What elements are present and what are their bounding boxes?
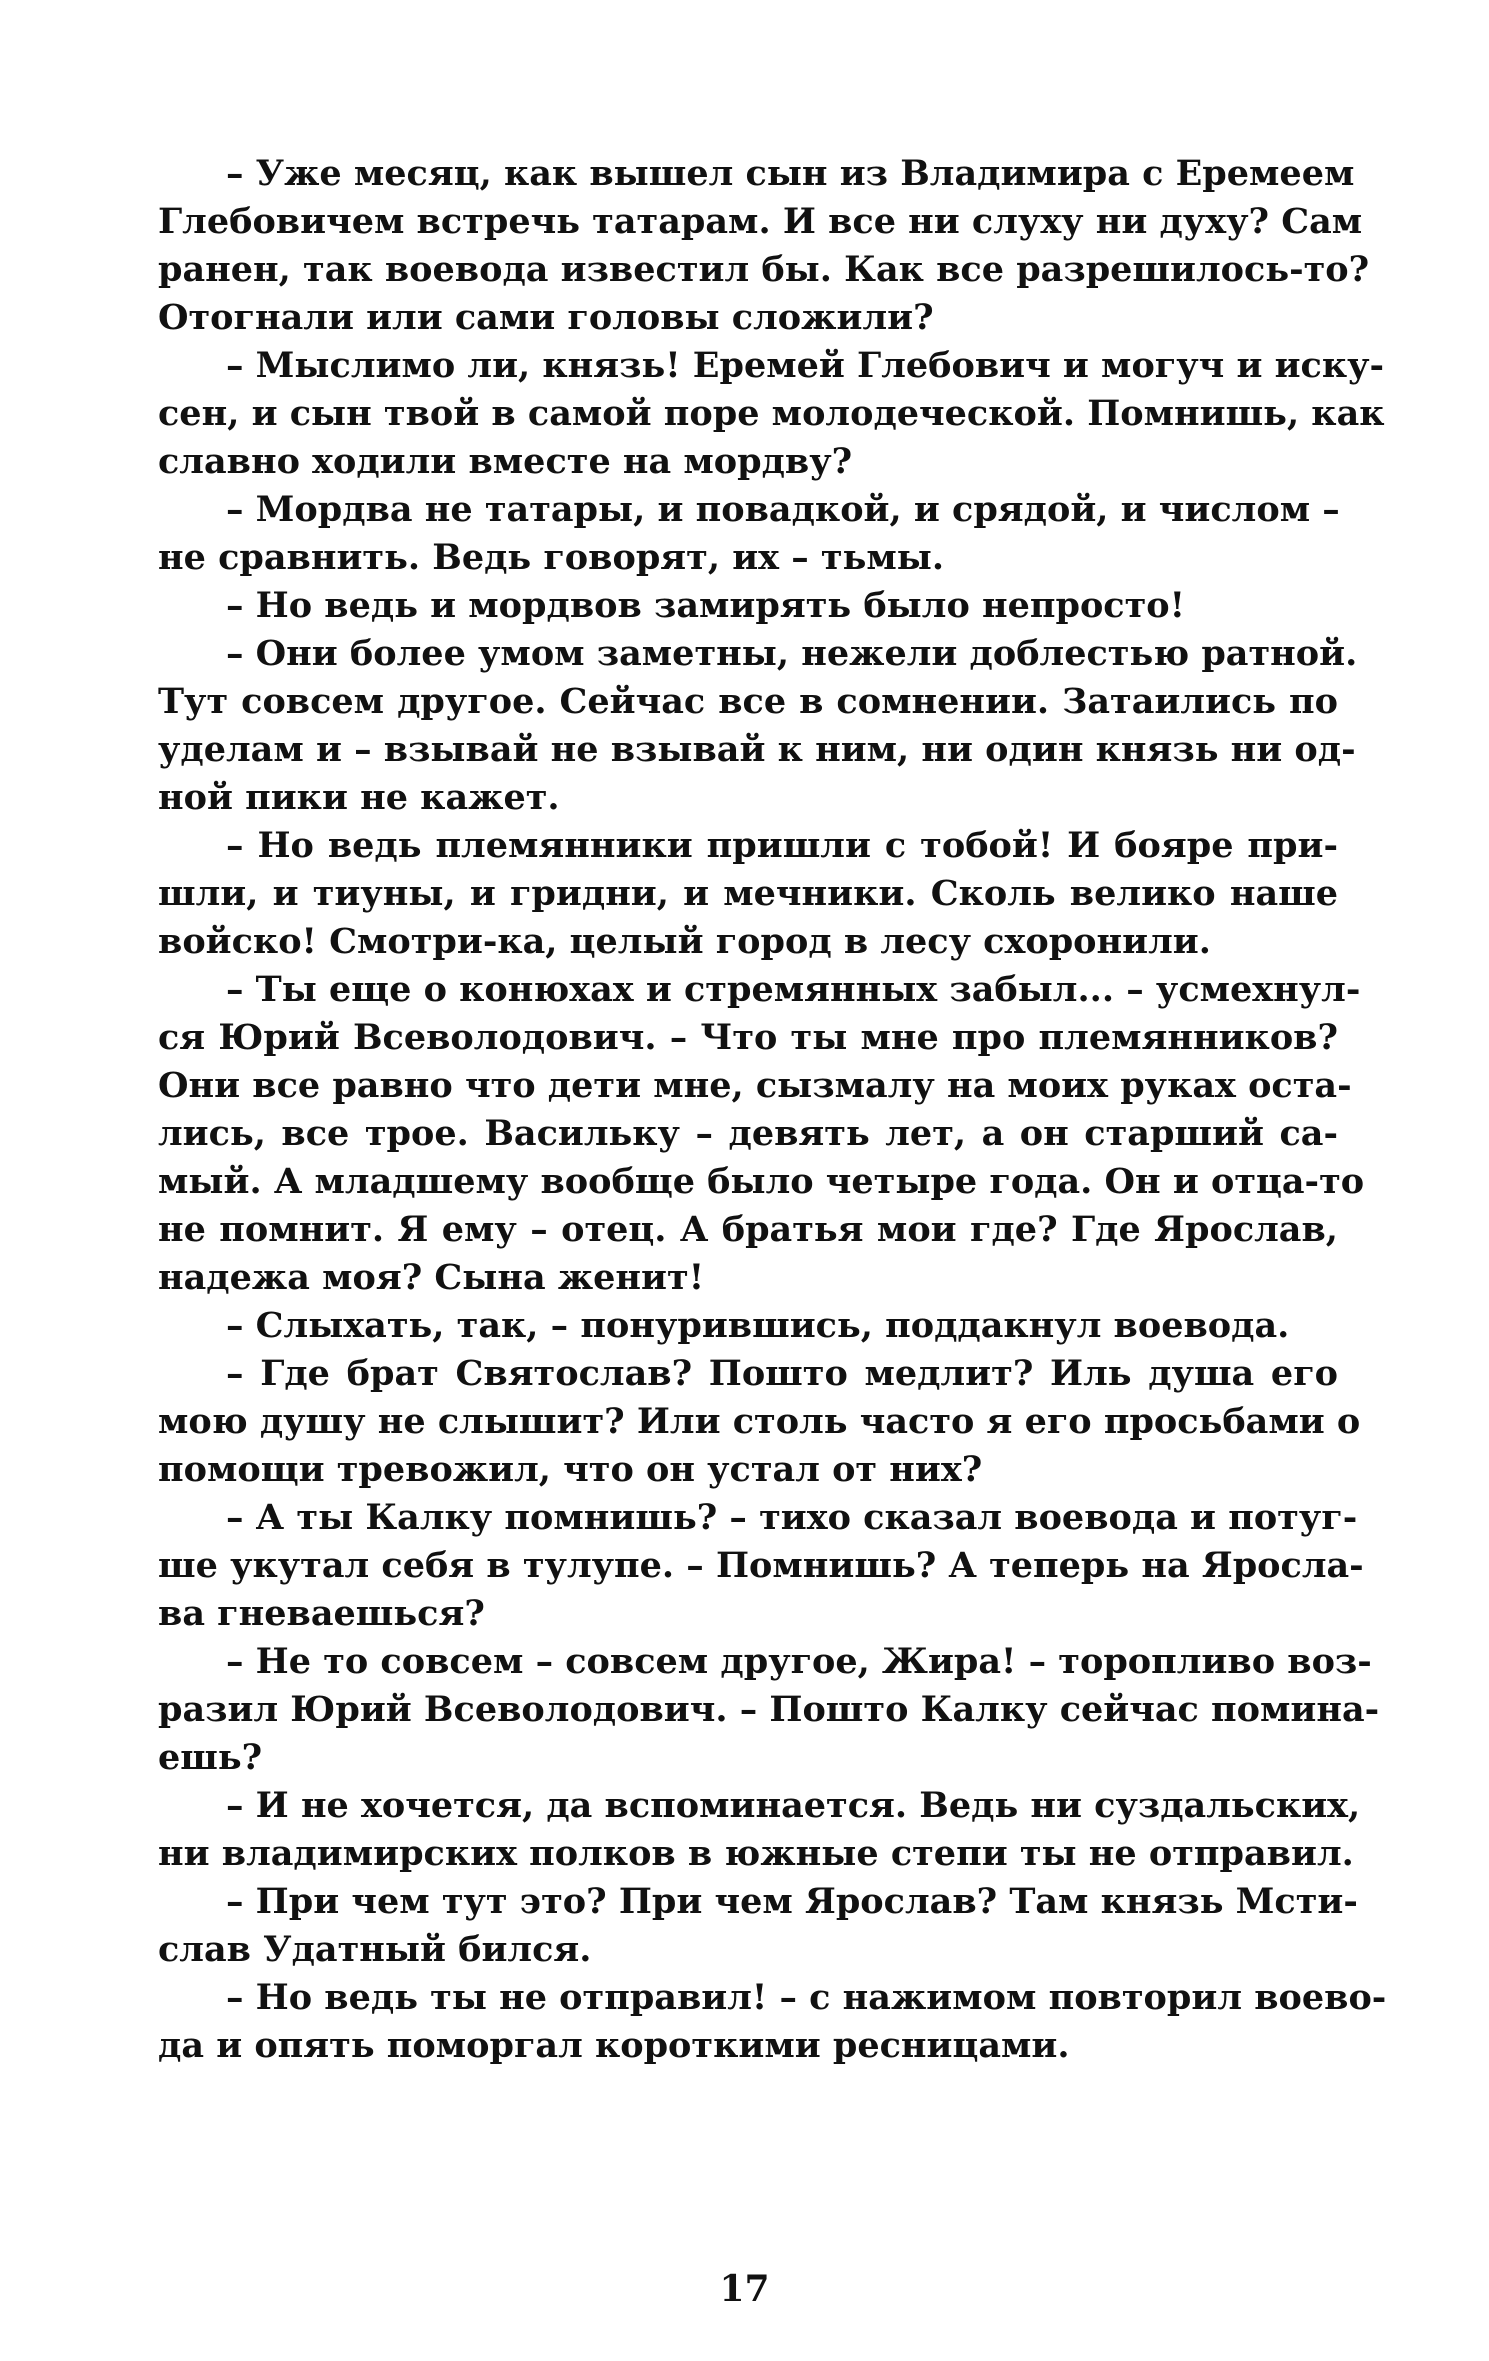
text-line: – И не хочется, да вспоминается. Ведь ни суздальских, <box>226 1785 1361 1826</box>
text-line: Они все равно что дети мне, сызмалу на моих руках оста- <box>158 1065 1352 1106</box>
text-line: ной пики не кажет. <box>158 777 560 818</box>
text-line: не сравнить. Ведь говорят, их – тьмы. <box>158 537 945 578</box>
text-line: ше укутал себя в тулупе. – Помнишь? А теперь на Яросла- <box>158 1545 1364 1586</box>
text-line: уделам и – взывай не взывай к ним, ни один князь ни од- <box>158 729 1356 770</box>
text-line: слав Удатный бился. <box>158 1929 592 1970</box>
text-line: – Они более умом заметны, нежели доблестью ратной. <box>226 633 1358 674</box>
text-line: ранен, так воевода известил бы. Как все разрешилось-то? <box>158 249 1370 290</box>
text-line: лись, все трое. Васильку – девять лет, а он старший са- <box>158 1113 1338 1154</box>
text-line: – Слыхать, так, – понурившись, поддакнул воевода. <box>226 1305 1290 1346</box>
text-line: Глебовичем встречь татарам. И все ни слуху ни духу? Сам <box>158 201 1363 242</box>
text-line: – Где брат Святослав? Пошто медлит? Иль душа его <box>226 1353 1338 1394</box>
text-line: – Но ведь ты не отправил! – с нажимом повторил воево- <box>226 1977 1387 2018</box>
text-line: Отогнали или сами головы сложили? <box>158 297 934 338</box>
text-line: – При чем тут это? При чем Ярослав? Там князь Мсти- <box>226 1881 1358 1922</box>
text-line: войско! Смотри-ка, целый город в лесу схоронили. <box>158 921 1211 962</box>
text-line: – Ты еще о конюхах и стремянных забыл... – усмехнул- <box>226 969 1361 1010</box>
page-number: 17 <box>719 2268 770 2310</box>
text-line: мый. А младшему вообще было четыре года. Он и отца-то <box>158 1161 1365 1202</box>
text-line: – Уже месяц, как вышел сын из Владимира с Еремеем <box>226 153 1355 194</box>
text-line: мою душу не слышит? Или столь часто я его просьбами о <box>158 1401 1361 1442</box>
text-line: шли, и тиуны, и гридни, и мечники. Сколь велико наше <box>158 873 1338 914</box>
text-line: – Не то совсем – совсем другое, Жира! – торопливо воз- <box>226 1641 1372 1682</box>
text-line: ешь? <box>158 1737 263 1778</box>
text-line: ва гневаешься? <box>158 1593 485 1634</box>
text-line: надежа моя? Сына женит! <box>158 1257 705 1298</box>
text-line: – Мордва не татары, и повадкой, и срядой, и числом – <box>226 489 1340 530</box>
text-line: славно ходили вместе на мордву? <box>158 441 853 482</box>
text-line: помощи тревожил, что он устал от них? <box>158 1449 983 1490</box>
text-line: не помнит. Я ему – отец. А братья мои где? Где Ярослав, <box>158 1209 1338 1250</box>
text-line: – А ты Калку помнишь? – тихо сказал воевода и потуг- <box>226 1497 1358 1538</box>
text-line: да и опять поморгал короткими ресницами. <box>158 2025 1070 2066</box>
text-line: ни владимирских полков в южные степи ты не отправил. <box>158 1833 1354 1874</box>
text-line: Тут совсем другое. Сейчас все в сомнении. Затаились по <box>158 681 1338 722</box>
text-line: разил Юрий Всеволодович. – Пошто Калку сейчас помина- <box>158 1689 1380 1730</box>
text-line: – Но ведь и мордвов замирять было непросто! <box>226 585 1185 626</box>
text-line: сен, и сын твой в самой поре молодеческой. Помнишь, как <box>158 393 1385 434</box>
text-line: – Мыслимо ли, князь! Еремей Глебович и могуч и иску- <box>226 345 1385 386</box>
text-line: ся Юрий Всеволодович. – Что ты мне про племянников? <box>158 1017 1338 1058</box>
book-page-text <box>158 150 1387 2070</box>
text-line: – Но ведь племянники пришли с тобой! И бояре при- <box>226 825 1338 866</box>
